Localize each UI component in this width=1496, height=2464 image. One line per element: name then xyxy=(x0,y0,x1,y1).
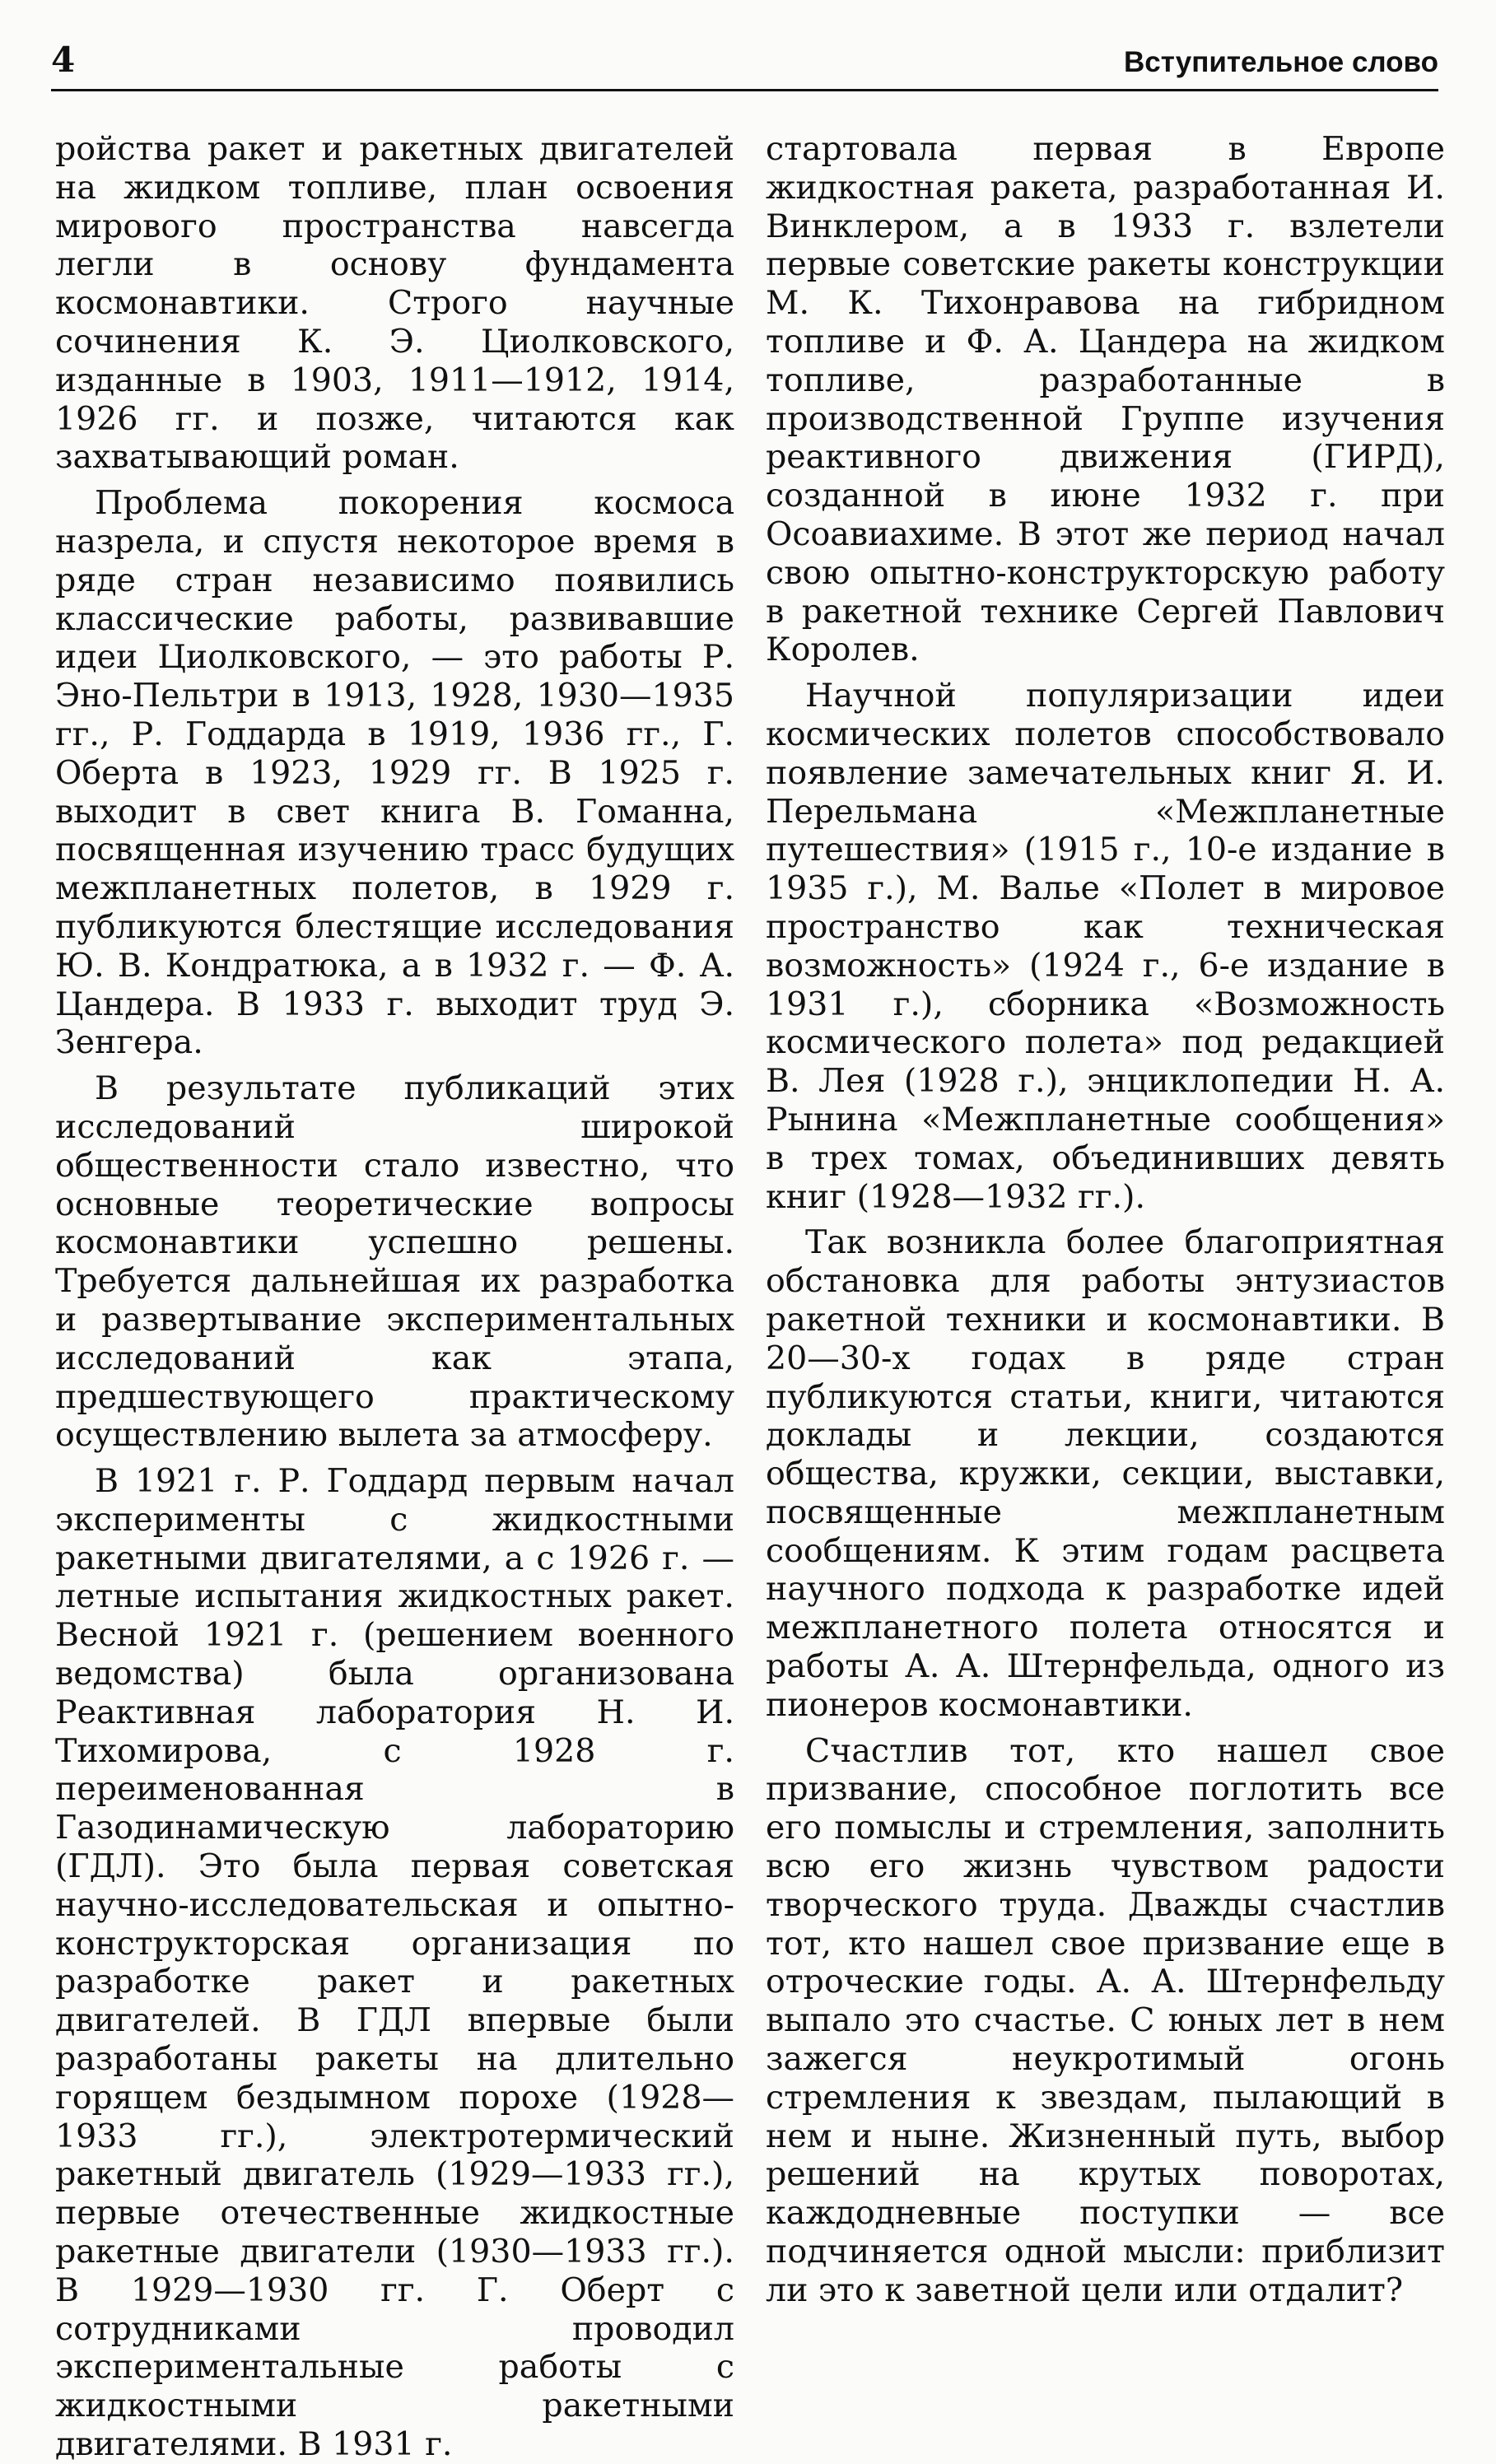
running-title: Вступительное слово xyxy=(1124,46,1438,78)
paragraph: В 1921 г. Р. Годдард первым начал эксперименты с жидкостными ракетными двигателями, а с 1926 г. — летные испытания жидкостных ракет. Весной 1921 г. (решением военного ведомства) была организована Реактивная лаборатория Н. И. Тихомирова, с 1928 г. переименованная в Газодинамическую лабораторию (ГДЛ). Это была первая советская научно-исследовательская и опытно-конструкторская организация по разработке ракет и ракетных двигателей. В ГДЛ впервые были разработаны ракеты на длительно горящем бездымном порохе (1928—1933 гг.), электротермический ракетный двигатель (1929—1933 гг.), первые отечественные жидкостные ракетные двигатели (1930—1933 гг.). В 1929—1930 гг. Г. Оберт с сотрудниками проводил экспериментальные работы с жидкостными ракетными двигателями. В 1931 г. xyxy=(55,1462,734,2464)
header-rule xyxy=(51,89,1438,91)
page-number: 4 xyxy=(51,40,76,80)
paragraph: В результате публикаций этих исследований широкой общественности стало известно, что основные теоретические вопросы космонавтики успешно решены. Требуется дальнейшая их разработка и развертывание экспериментальных исследований как этапа, предшествующего практическому осуществлению вылета за атмосферу. xyxy=(55,1069,734,1455)
paragraph: Так возникла более благоприятная обстановка для работы энтузиастов ракетной техники и космонавтики. В 20—30-х годах в ряде стран публикуются статьи, книги, читаются доклады и лекции, создаются общества, кружки, секции, выставки, посвященные межпланетным сообщениям. К этим годам расцвета научного подхода к разработке идей межпланетного полета относятся и работы А. А. Штернфельда, одного из пионеров космонавтики. xyxy=(766,1223,1445,1724)
paragraph: стартовала первая в Европе жидкостная ракета, разработанная И. Винклером, а в 1933 г. взлетели первые советские ракеты конструкции М. К. Тихонравова на гибридном топливе и Ф. А. Цандера на жидком топливе, разработанные в производственной Группе изучения реактивного движения (ГИРД), созданной в июне 1932 г. при Осоавиахиме. В этот же период начал свою опытно-конструкторскую работу в ракетной технике Сергей Павлович Королев. xyxy=(766,130,1445,669)
right-column xyxy=(766,130,1445,2309)
paragraph: Научной популяризации идеи космических полетов способствовало появление замечательных книг Я. И. Перельмана «Межпланетные путешествия» (1915 г., 10-е издание в 1935 г.), М. Валье «Полет в мировое пространство как техническая возможность» (1924 г., 6-е издание в 1931 г.), сборника «Возможность космического полета» под редакцией В. Лея (1928 г.), энциклопедии Н. А. Рынина «Межпланетные сообщения» в трех томах, объединивших девять книг (1928—1932 гг.). xyxy=(766,677,1445,1216)
left-column xyxy=(55,130,734,2464)
paragraph: Счастлив тот, кто нашел свое призвание, способное поглотить все его помыслы и стремления, заполнить всю его жизнь чувством радости творческого труда. Дважды счастлив тот, кто нашел свое призвание еще в отроческие годы. А. А. Штернфельду выпало это счастье. С юных лет в нем зажегся неукротимый огонь стремления к звездам, пылающий в нем и ныне. Жизненный путь, выбор решений на крутых поворотах, каждодневные поступки — все подчиняется одной мысли: приблизит ли это к заветной цели или отдалит? xyxy=(766,1731,1445,2309)
paragraph: ройства ракет и ракетных двигателей на жидком топливе, план освоения мирового пространства навсегда легли в основу фундамента космонавтики. Строго научные сочинения К. Э. Циолковского, изданные в 1903, 1911—1912, 1914, 1926 гг. и позже, читаются как захватывающий роман. xyxy=(55,130,734,477)
paragraph: Проблема покорения космоса назрела, и спустя некоторое время в ряде стран независимо появились классические работы, развивавшие идеи Циолковского, — это работы Р. Эно-Пельтри в 1913, 1928, 1930—1935 гг., Р. Годдарда в 1919, 1936 гг., Г. Оберта в 1923, 1929 гг. В 1925 г. выходит в свет книга В. Гоманна, посвященная изучению трасс будущих межпланетных полетов, в 1929 г. публикуются блестящие исследования Ю. В. Кондратюка, а в 1932 г. — Ф. А. Цандера. В 1933 г. выходит труд Э. Зенгера. xyxy=(55,484,734,1062)
